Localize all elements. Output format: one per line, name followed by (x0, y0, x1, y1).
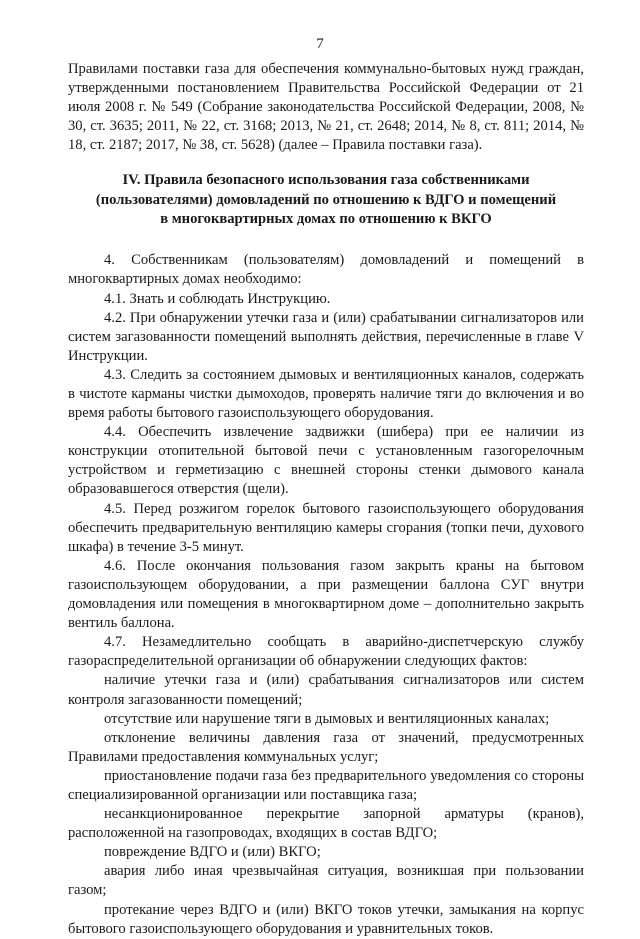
paragraph-4: 4. Собственникам (пользователям) домовладений и помещений в многоквартирных домах необходимо: (68, 252, 584, 288)
list-item: протекание через ВДГО и (или) ВКГО токов утечки, замыкания на корпус бытового газоиспользующего оборудования и уравнительных токов. (68, 901, 584, 937)
paragraph-4-7: 4.7. Незамедлительно сообщать в аварийно-диспетчерскую службу газораспределительной организации об обнаружении следующих фактов: (68, 634, 584, 670)
intro-paragraph: Правилами поставки газа для обеспечения коммунально-бытовых нужд граждан, утвержденными постановлением Правительства Российской Федерации от 21 июля 2008 г. № 549 (Собрание законодательства Российской Федерации, 2008, № 30, ст. 3635; 2011, № 22, ст. 3168; 2013, № 21, ст. 2648; 2014, № 8, ст. 811; 2014, № 18, ст. 2187; 2017, № 38, ст. 5628) (далее – Правила поставки газа). (68, 61, 584, 154)
list-item: наличие утечки газа и (или) срабатывания сигнализаторов или систем контроля загазованности помещений; (68, 672, 584, 708)
paragraph-4-1: 4.1. Знать и соблюдать Инструкцию. (104, 290, 331, 307)
section-heading (68, 171, 584, 229)
list-item: приостановление подачи газа без предварительного уведомления со стороны специализированной организации или поставщика газа; (68, 767, 584, 803)
section-heading-line: в многоквартирных домах по отношению к ВКГО (160, 211, 492, 228)
paragraph-4-6: 4.6. После окончания пользования газом закрыть краны на бытовом газоиспользующем оборудовании, а при размещении баллона СУГ внутри домовладения или помещения в многоквартирном доме – дополнительно закрыть вентиль баллона. (68, 557, 584, 632)
list-item: авария либо иная чрезвычайная ситуация, возникшая при пользовании газом; (68, 863, 584, 899)
list-item: отклонение величины давления газа от значений, предусмотренных Правилами предоставления коммунальных услуг; (68, 729, 584, 765)
document-body (68, 60, 584, 939)
paragraph-4-4: 4.4. Обеспечить извлечение задвижки (шибера) при ее наличии из конструкции отопительной бытовой печи с установленным газогорелочным устройством и герметизацию с внешней стороны стенки дымового канала образовавшегося отверстия (щели). (68, 424, 584, 498)
list-item: несанкционированное перекрытие запорной арматуры (кранов), расположенной на газопроводах, входящих в состав ВДГО; (68, 806, 584, 842)
page-number: 7 (316, 36, 324, 52)
section-heading-line: (пользователями) домовладений по отношению к ВДГО и помещений (95, 191, 557, 208)
paragraph-4-3: 4.3. Следить за состоянием дымовых и вентиляционных каналов, содержать в чистоте карманы чистки дымоходов, проверять наличие тяги до включения и во время работы бытового газоиспользующего оборудования. (68, 366, 584, 422)
list-item: повреждение ВДГО и (или) ВКГО; (104, 844, 321, 861)
paragraph-4-2: 4.2. При обнаружении утечки газа и (или) срабатывании сигнализаторов или систем загазованности помещений выполнять действия, перечисленные в главе V Инструкции. (68, 309, 584, 364)
list-item: отсутствие или нарушение тяги в дымовых и вентиляционных каналах; (104, 710, 550, 727)
section-heading-line: IV. Правила безопасного использования газа собственниками (122, 172, 530, 189)
paragraph-4-5: 4.5. Перед розжигом горелок бытового газоиспользующего оборудования обеспечить предварительную вентиляцию камеры сгорания (топки печи, духового шкафа) в течение 3-5 минут. (68, 500, 584, 555)
